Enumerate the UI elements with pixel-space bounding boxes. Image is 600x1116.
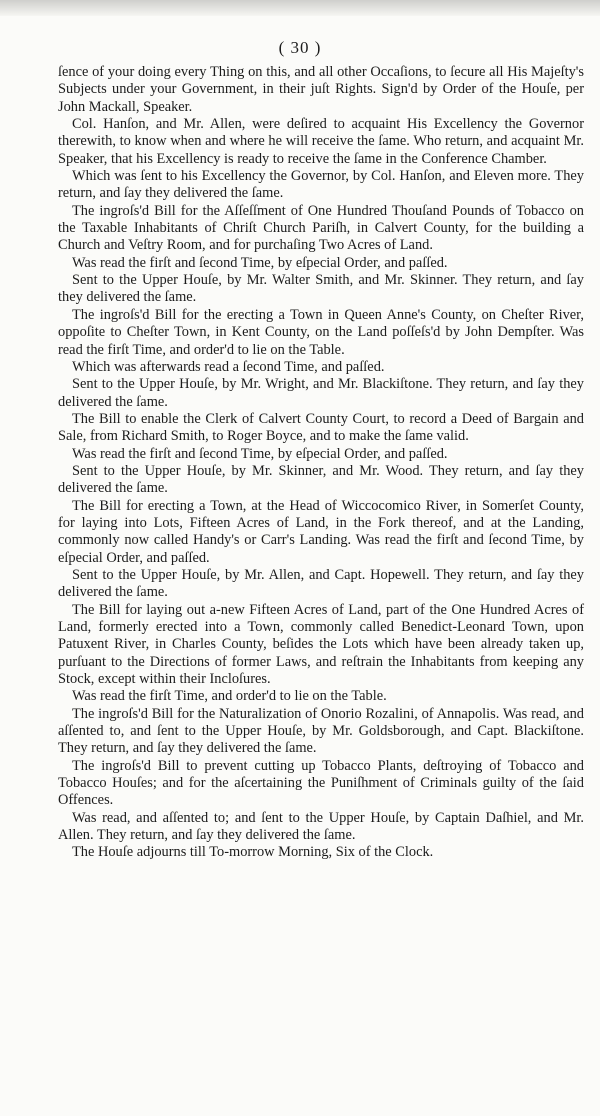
paragraph-9: Sent to the Upper Houſe, by Mr. Wright, and Mr. Blackiſtone. They return, and ſay they delivered the ſame.: [58, 376, 584, 410]
paragraph-4: The ingroſs'd Bill for the Aſſeſſment of One Hundred Thouſand Pounds of Tobacco on the Taxable Inhabitants of Chriſt Church Pariſh, in Calvert County, for the building a Church and Veſtry Room, and for purchaſing Two Acres of Land.: [58, 202, 584, 254]
paragraph-11: Was read the firſt and ſecond Time, by eſpecial Order, and paſſed.: [72, 445, 448, 462]
paragraph-14: Sent to the Upper Houſe, by Mr. Allen, and Capt. Hopewell. They return, and ſay they delivered the ſame.: [58, 566, 584, 601]
paragraph-15: The Bill for laying out a-new Fifteen Acres of Land, part of the One Hundred Acres of Land, formerly erected into a Town, commonly called Benedict-Leonard Town, upon Patuxent River, in Charles County, beſides the Lots which have been already taken up, purſuant to the Directions of former Laws, and reſtrain the Inhabitants from keeping any Stock, except within their Incloſures.: [58, 601, 584, 688]
paragraph-1: ſence of your doing every Thing on this, and all other Occaſions, to ſecure all His Majeſty's Subjects under your Government, in their juſt Rights. Sign'd by Order of the Houſe, per John Mackall, Speaker.: [58, 64, 584, 115]
paragraph-8: Which was afterwards read a ſecond Time, and paſſed.: [72, 358, 385, 375]
paragraph-20: The Houſe adjourns till To-morrow Morning, Six of the Clock.: [72, 844, 434, 861]
paragraph-13: The Bill for erecting a Town, at the Head of Wiccocomico River, in Somerſet County, for laying into Lots, Fifteen Acres of Land, in the Fork thereof, and at the Landing, commonly now called Handy's or Carr's Landing. Was read the firſt and ſecond Time, by eſpecial Order, and paſſed.: [58, 497, 584, 566]
paragraph-16: Was read the firſt Time, and order'd to lie on the Table.: [72, 688, 387, 705]
paragraph-18: The ingroſs'd Bill to prevent cutting up Tobacco Plants, deſtroying of Tobacco and Tobacco Houſes; and for the aſcertaining the Puniſhment of Criminals guilty of the ſaid Offences.: [58, 757, 584, 809]
paragraph-7: The ingroſs'd Bill for the erecting a Town in Queen Anne's County, on Cheſter River, oppoſite to Cheſter Town, in Kent County, on the Land poſſeſs'd by John Dempſter. Was read the firſt Time, and order'd to lie on the Table.: [58, 306, 584, 358]
paragraph-5: Was read the firſt and ſecond Time, by eſpecial Order, and paſſed.: [72, 254, 448, 271]
paragraph-17: The ingroſs'd Bill for the Naturalization of Onorio Rozalini, of Annapolis. Was read, and aſſented to, and ſent to the Upper Houſe, by Mr. Goldsborough, and Capt. Blackiſtone. They return, and ſay they delivered the ſame.: [58, 705, 584, 757]
paragraph-19: Was read, and aſſented to; and ſent to the Upper Houſe, by Captain Daſhiel, and Mr. Allen. They return, and ſay they delivered the ſame.: [58, 809, 584, 844]
paragraph-3: Which was ſent to his Excellency the Governor, by Col. Hanſon, and Eleven more. They return, and ſay they delivered the ſame.: [58, 168, 584, 202]
paragraph-12: Sent to the Upper Houſe, by Mr. Skinner, and Mr. Wood. They return, and ſay they delivered the ſame.: [58, 462, 584, 497]
page-top-edge: [0, 0, 600, 16]
journal-text: [58, 64, 584, 862]
paragraph-2: Col. Hanſon, and Mr. Allen, were deſired to acquaint His Excellency the Governor therewith, to know when and where he will receive the ſame. Who return, and acquaint Mr. Speaker, that his Excellency is ready to receive the ſame in the Conference Chamber.: [58, 116, 584, 167]
paragraph-6: Sent to the Upper Houſe, by Mr. Walter Smith, and Mr. Skinner. They return, and ſay they delivered the ſame.: [58, 272, 584, 306]
paragraph-10: The Bill to enable the Clerk of Calvert County Court, to record a Deed of Bargain and Sale, from Richard Smith, to Roger Boyce, and to make the ſame valid.: [58, 410, 584, 445]
page-number: ( 30 ): [278, 38, 322, 57]
